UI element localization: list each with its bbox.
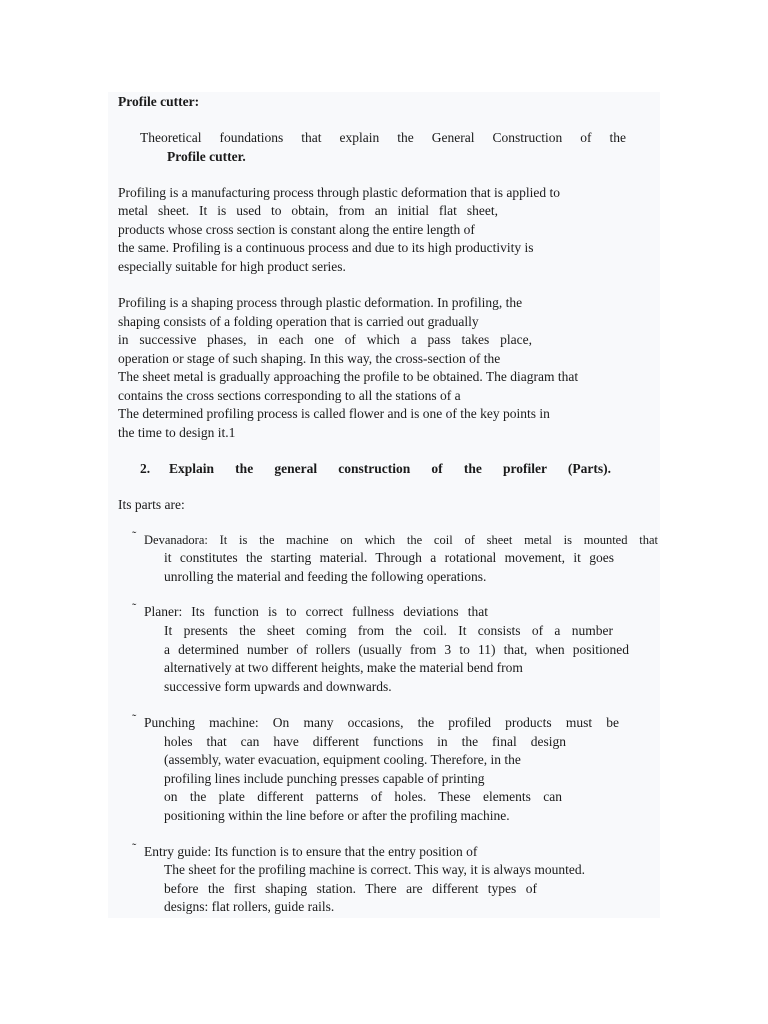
part-3-line-2: holes that can have different functions in the final design	[164, 734, 566, 749]
part-4-line-1: Entry guide: Its function is to ensure that the entry position of	[144, 844, 478, 859]
para1-line-1: Profiling is a manufacturing process through plastic deformation that is applied to	[118, 185, 561, 200]
part-1-line-1: Devanadora: It is the machine on which the coil of sheet metal is mounted that	[144, 533, 658, 547]
part-2-line-2: It presents the sheet coming from the coil. It consists of a number	[164, 623, 613, 638]
para1-line-3: products whose cross section is constant along the entire length of	[118, 222, 475, 237]
part-3-line-5: on the plate different patterns of holes. These elements can	[164, 789, 562, 804]
parts-intro: Its parts are:	[118, 497, 185, 512]
para1-line-5: especially suitable for high product series.	[118, 259, 346, 274]
para1-line-4: the same. Profiling is a continuous process and due to its high productivity is	[118, 240, 534, 255]
theory-line-1: Theoretical foundations that explain the General Construction of the	[140, 130, 626, 145]
question-text: Explain the general construction of the profiler (Parts).	[169, 461, 611, 476]
bullet-icon: ˜	[132, 840, 137, 855]
bullet-icon: ˜	[132, 600, 137, 615]
part-2-line-5: successive form upwards and downwards.	[164, 679, 392, 694]
para2-line-1: Profiling is a shaping process through plastic deformation. In profiling, the	[118, 295, 523, 310]
para2-line-2: shaping consists of a folding operation that is carried out gradually	[118, 314, 479, 329]
para2-line-7: The determined profiling process is called flower and is one of the key points in	[118, 406, 550, 421]
part-3-line-4: profiling lines include punching presses capable of printing	[164, 771, 485, 786]
para2-line-4: operation or stage of such shaping. In this way, the cross-section of the	[118, 351, 501, 366]
part-1-line-3: unrolling the material and feeding the following operations.	[164, 569, 487, 584]
para1-line-2: metal sheet. It is used to obtain, from an initial flat sheet,	[118, 203, 498, 218]
para2-line-6: contains the cross sections corresponding to all the stations of a	[118, 388, 461, 403]
bullet-icon: ˜	[132, 711, 137, 726]
part-2-line-3: a determined number of rollers (usually from 3 to 11) that, when positioned	[164, 642, 629, 657]
bullet-icon: ˜	[132, 528, 137, 543]
part-3-line-3: (assembly, water evacuation, equipment cooling. Therefore, in the	[164, 752, 521, 767]
para2-line-8: the time to design it.1	[118, 425, 236, 440]
para2-line-3: in successive phases, in each one of which a pass takes place,	[118, 332, 532, 347]
part-2-line-1: Planer: Its function is to correct fullness deviations that	[144, 604, 488, 619]
para2-line-5: The sheet metal is gradually approaching the profile to be obtained. The diagram that	[118, 369, 579, 384]
part-3-line-6: positioning within the line before or after the profiling machine.	[164, 808, 510, 823]
document-heading: Profile cutter:	[118, 94, 200, 109]
part-2-line-4: alternatively at two different heights, make the material bend from	[164, 660, 523, 675]
part-4-line-3: before the first shaping station. There are different types of	[164, 881, 537, 896]
theory-line-2: Profile cutter.	[167, 149, 246, 164]
question-number: 2.	[140, 461, 151, 476]
part-3-line-1: Punching machine: On many occasions, the profiled products must be	[144, 715, 619, 730]
part-4-line-2: The sheet for the profiling machine is correct. This way, it is always mounted.	[164, 862, 586, 877]
part-4-line-4: designs: flat rollers, guide rails.	[164, 899, 335, 914]
part-1-line-2: it constitutes the starting material. Through a rotational movement, it goes	[164, 550, 614, 565]
